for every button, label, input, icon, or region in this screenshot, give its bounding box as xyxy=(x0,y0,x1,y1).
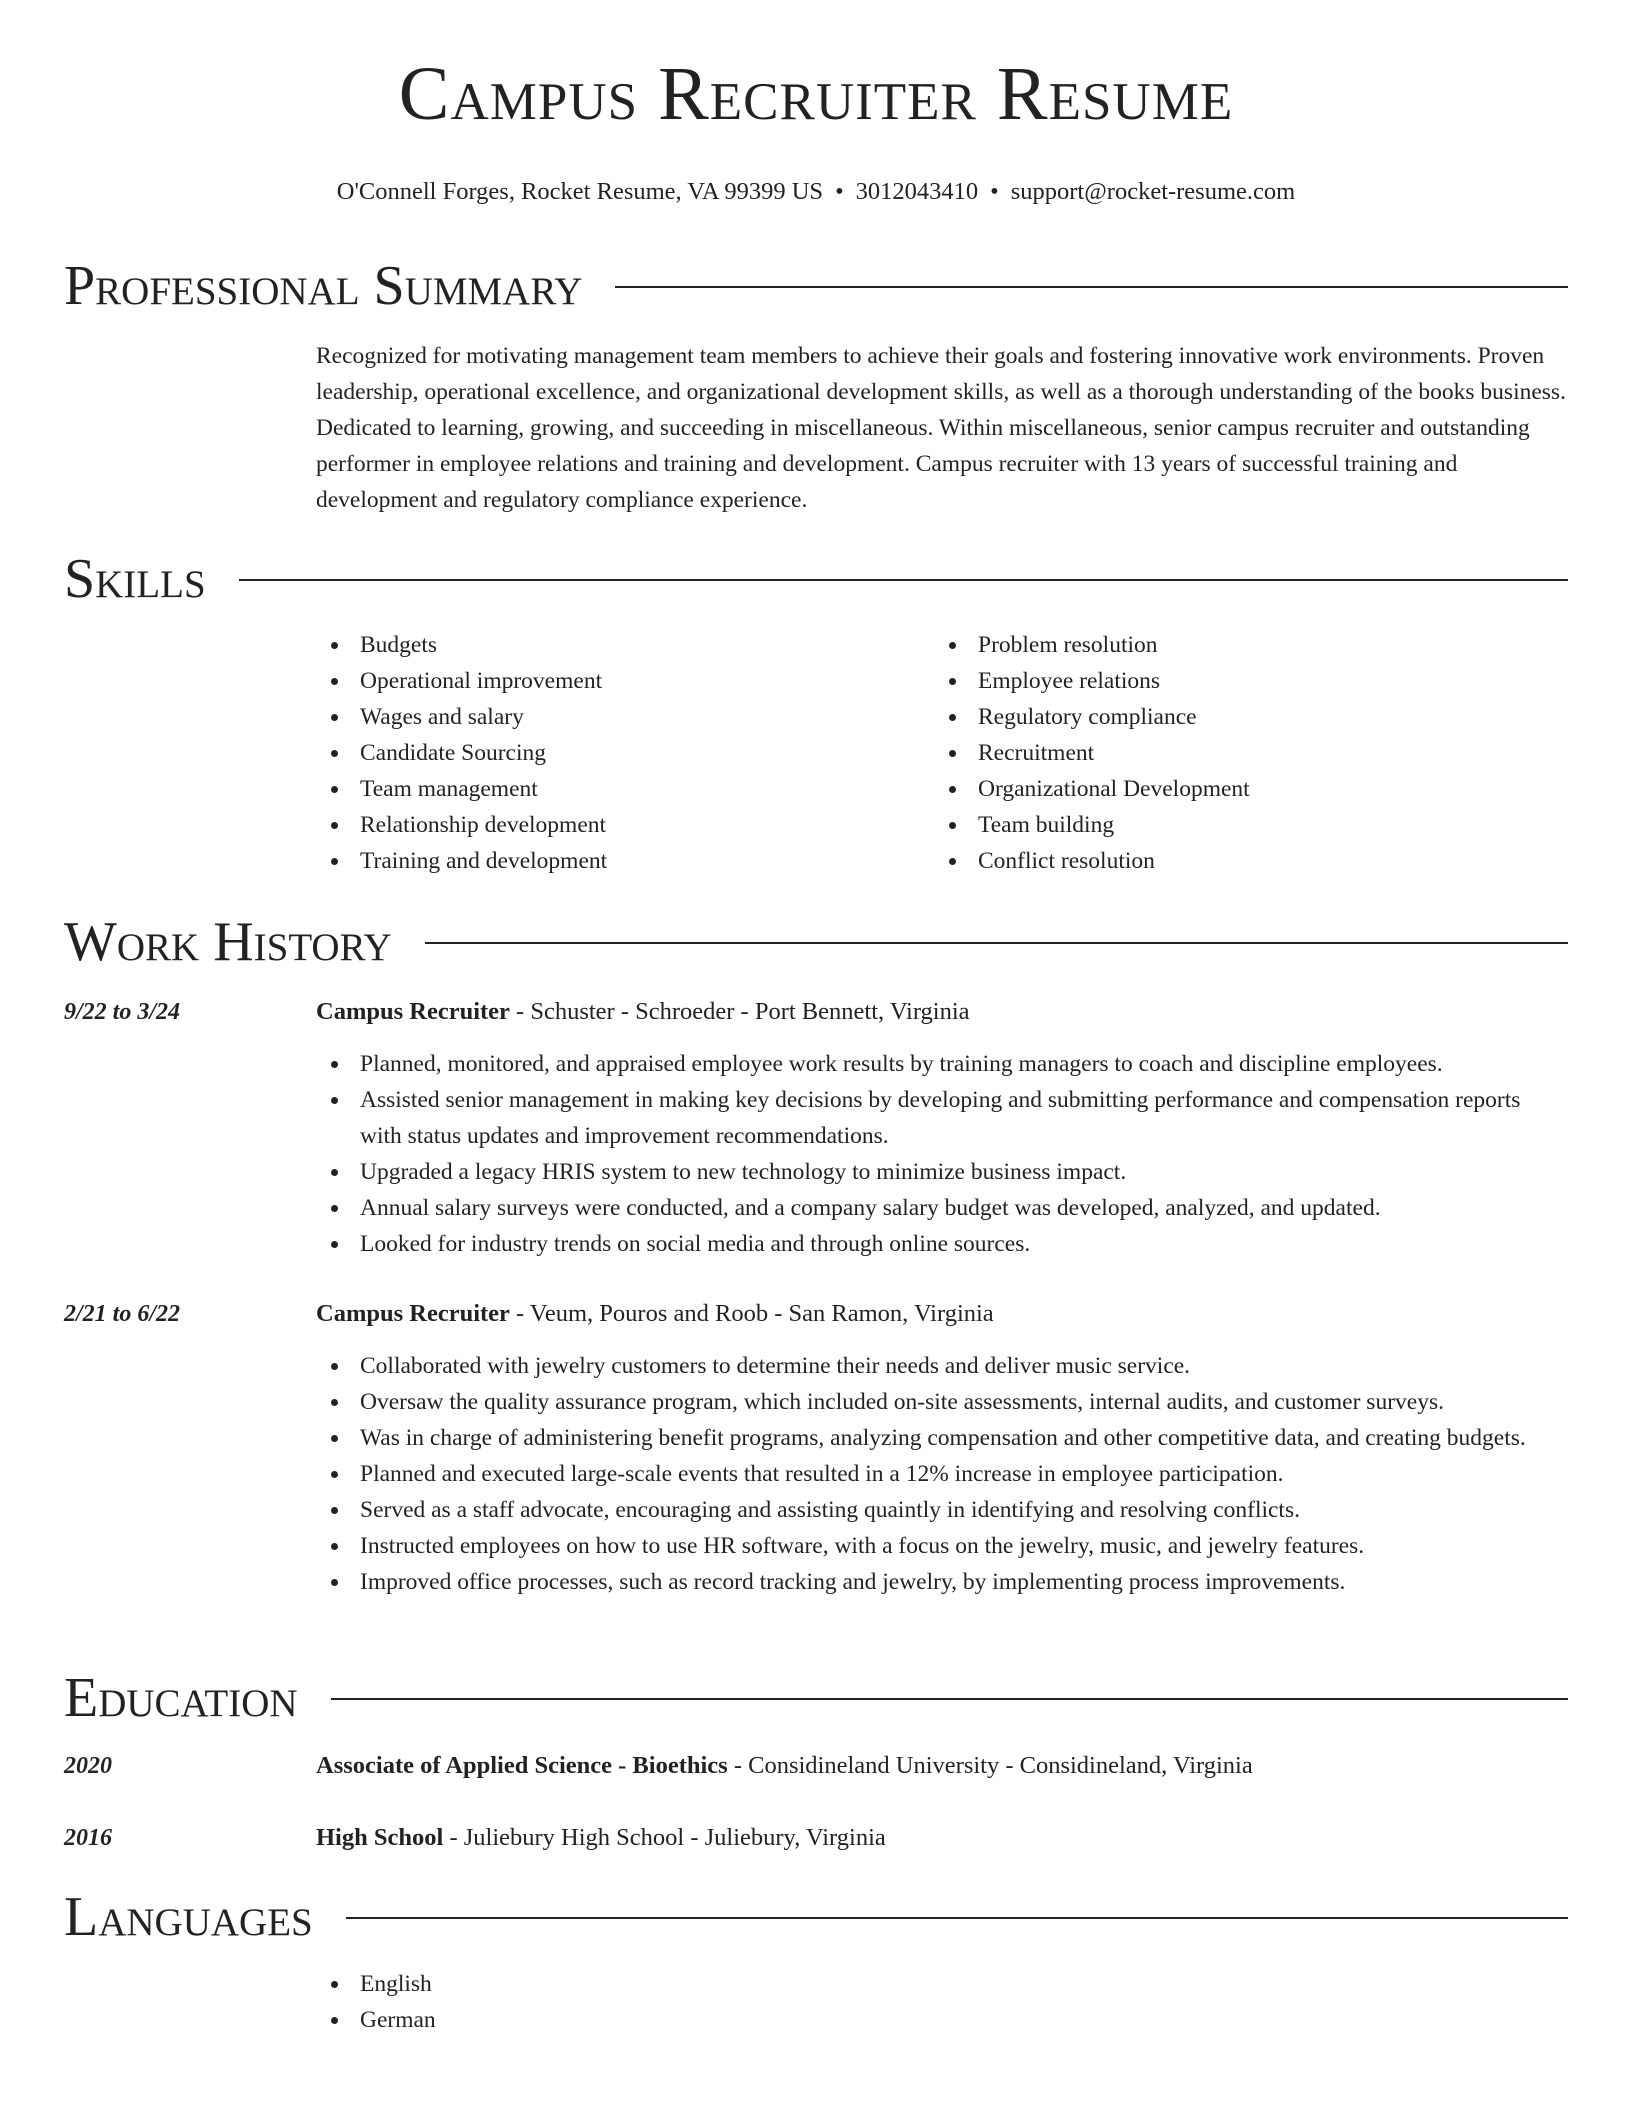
job-role: Campus Recruiter xyxy=(316,1300,510,1327)
section-title: Education xyxy=(64,1667,298,1729)
skills-section-header xyxy=(64,544,1568,614)
skills-list xyxy=(316,627,1568,887)
skill-item: Conflict resolution xyxy=(934,843,1534,879)
section-title: Professional Summary xyxy=(64,255,583,317)
languages-list xyxy=(316,1966,1568,2038)
list-item: Assisted senior management in making key decisions by developing and submitting performance and compensation reports with status updates and improvement recommendations. xyxy=(316,1082,1568,1154)
skill-item: Operational improvement xyxy=(316,663,916,699)
list-item: Oversaw the quality assurance program, which included on-site assessments, internal audits, and customer surveys. xyxy=(316,1384,1568,1420)
job-bullets xyxy=(316,1046,1568,1262)
education-section-header xyxy=(64,1663,1568,1733)
contact-address: O'Connell Forges, Rocket Resume, VA 99399 US xyxy=(336,178,824,205)
job-dates: 2/21 to 6/22 xyxy=(64,1301,181,1327)
education-year: 2016 xyxy=(64,1825,112,1851)
contact-line xyxy=(0,174,1632,210)
list-item: Served as a staff advocate, encouraging and assisting quaintly in identifying and resolving conflicts. xyxy=(316,1492,1568,1528)
skill-item: Training and development xyxy=(316,843,916,879)
work-section-header xyxy=(64,907,1568,977)
skills-column-right xyxy=(934,627,1534,879)
contact-phone: 3012043410 xyxy=(855,178,979,205)
job-details: - Veum, Pouros and Roob - San Ramon, Virginia xyxy=(509,1300,994,1327)
languages-bullets xyxy=(316,1966,1568,2038)
list-item: Annual salary surveys were conducted, and a company salary budget was developed, analyzed, and updated. xyxy=(316,1190,1568,1226)
list-item: Instructed employees on how to use HR software, with a focus on the jewelry, music, and jewelry features. xyxy=(316,1528,1568,1564)
skill-item: Recruitment xyxy=(934,735,1534,771)
education-year: 2020 xyxy=(64,1753,112,1779)
list-item: Upgraded a legacy HRIS system to new technology to minimize business impact. xyxy=(316,1154,1568,1190)
list-item: Planned and executed large-scale events that resulted in a 12% increase in employee participation. xyxy=(316,1456,1568,1492)
summary-section-header xyxy=(64,251,1568,321)
section-divider xyxy=(331,1698,1568,1700)
resume-title: Campus Recruiter Resume xyxy=(398,52,1234,136)
skill-item: Employee relations xyxy=(934,663,1534,699)
job-role: Campus Recruiter xyxy=(316,998,510,1025)
education-details: - Considineland University - Considineland, Virginia xyxy=(727,1752,1253,1779)
separator-dot: • xyxy=(835,178,844,205)
language-item: German xyxy=(316,2002,1568,2038)
job-details: - Schuster - Schroeder - Port Bennett, Virginia xyxy=(509,998,970,1025)
education-degree: High School xyxy=(316,1824,444,1851)
skill-item: Budgets xyxy=(316,627,916,663)
language-item: English xyxy=(316,1966,1568,2002)
section-title: Languages xyxy=(64,1886,313,1948)
section-divider xyxy=(239,579,1568,581)
skill-item: Candidate Sourcing xyxy=(316,735,916,771)
list-item: Improved office processes, such as record tracking and jewelry, by implementing process improvements. xyxy=(316,1564,1568,1600)
education-entry xyxy=(316,1748,1568,1784)
skill-item: Team building xyxy=(934,807,1534,843)
list-item: Looked for industry trends on social media and through online sources. xyxy=(316,1226,1568,1262)
skill-item: Regulatory compliance xyxy=(934,699,1534,735)
skill-item: Organizational Development xyxy=(934,771,1534,807)
section-divider xyxy=(425,942,1568,944)
education-details: - Juliebury High School - Juliebury, Virginia xyxy=(443,1824,886,1851)
skill-item: Team management xyxy=(316,771,916,807)
job-heading xyxy=(316,1296,1568,1332)
section-title: Work History xyxy=(64,911,392,973)
job-dates: 9/22 to 3/24 xyxy=(64,999,181,1025)
skills-column-left xyxy=(316,627,916,879)
skill-item: Problem resolution xyxy=(934,627,1534,663)
section-divider xyxy=(346,1917,1568,1919)
skill-item: Relationship development xyxy=(316,807,916,843)
job-heading xyxy=(316,994,1568,1030)
separator-dot: • xyxy=(990,178,999,205)
summary-text: Recognized for motivating management team members to achieve their goals and fostering innovative work environments. Proven leadership, operational excellence, and organizational development skills, as well as a thorough understanding of the books business. Dedicated to learning, growing, and succeeding in miscellaneous. Within miscellaneous, senior campus recruiter and outstanding performer in employee relations and training and development. Campus recruiter with 13 years of successful training and development and regulatory compliance experience. xyxy=(316,343,1566,513)
education-degree: Associate of Applied Science - Bioethics xyxy=(316,1752,728,1779)
job-entry xyxy=(316,994,1568,1262)
list-item: Was in charge of administering benefit programs, analyzing compensation and other competitive data, and creating budgets. xyxy=(316,1420,1568,1456)
section-title: Skills xyxy=(64,548,206,610)
skill-item: Wages and salary xyxy=(316,699,916,735)
list-item: Planned, monitored, and appraised employee work results by training managers to coach and discipline employees. xyxy=(316,1046,1568,1082)
education-entry xyxy=(316,1820,1568,1856)
languages-section-header xyxy=(64,1882,1568,1952)
contact-email: support@rocket-resume.com xyxy=(1010,178,1296,205)
section-divider xyxy=(615,286,1568,288)
job-bullets xyxy=(316,1348,1568,1600)
job-entry xyxy=(316,1296,1568,1600)
list-item: Collaborated with jewelry customers to determine their needs and deliver music service. xyxy=(316,1348,1568,1384)
